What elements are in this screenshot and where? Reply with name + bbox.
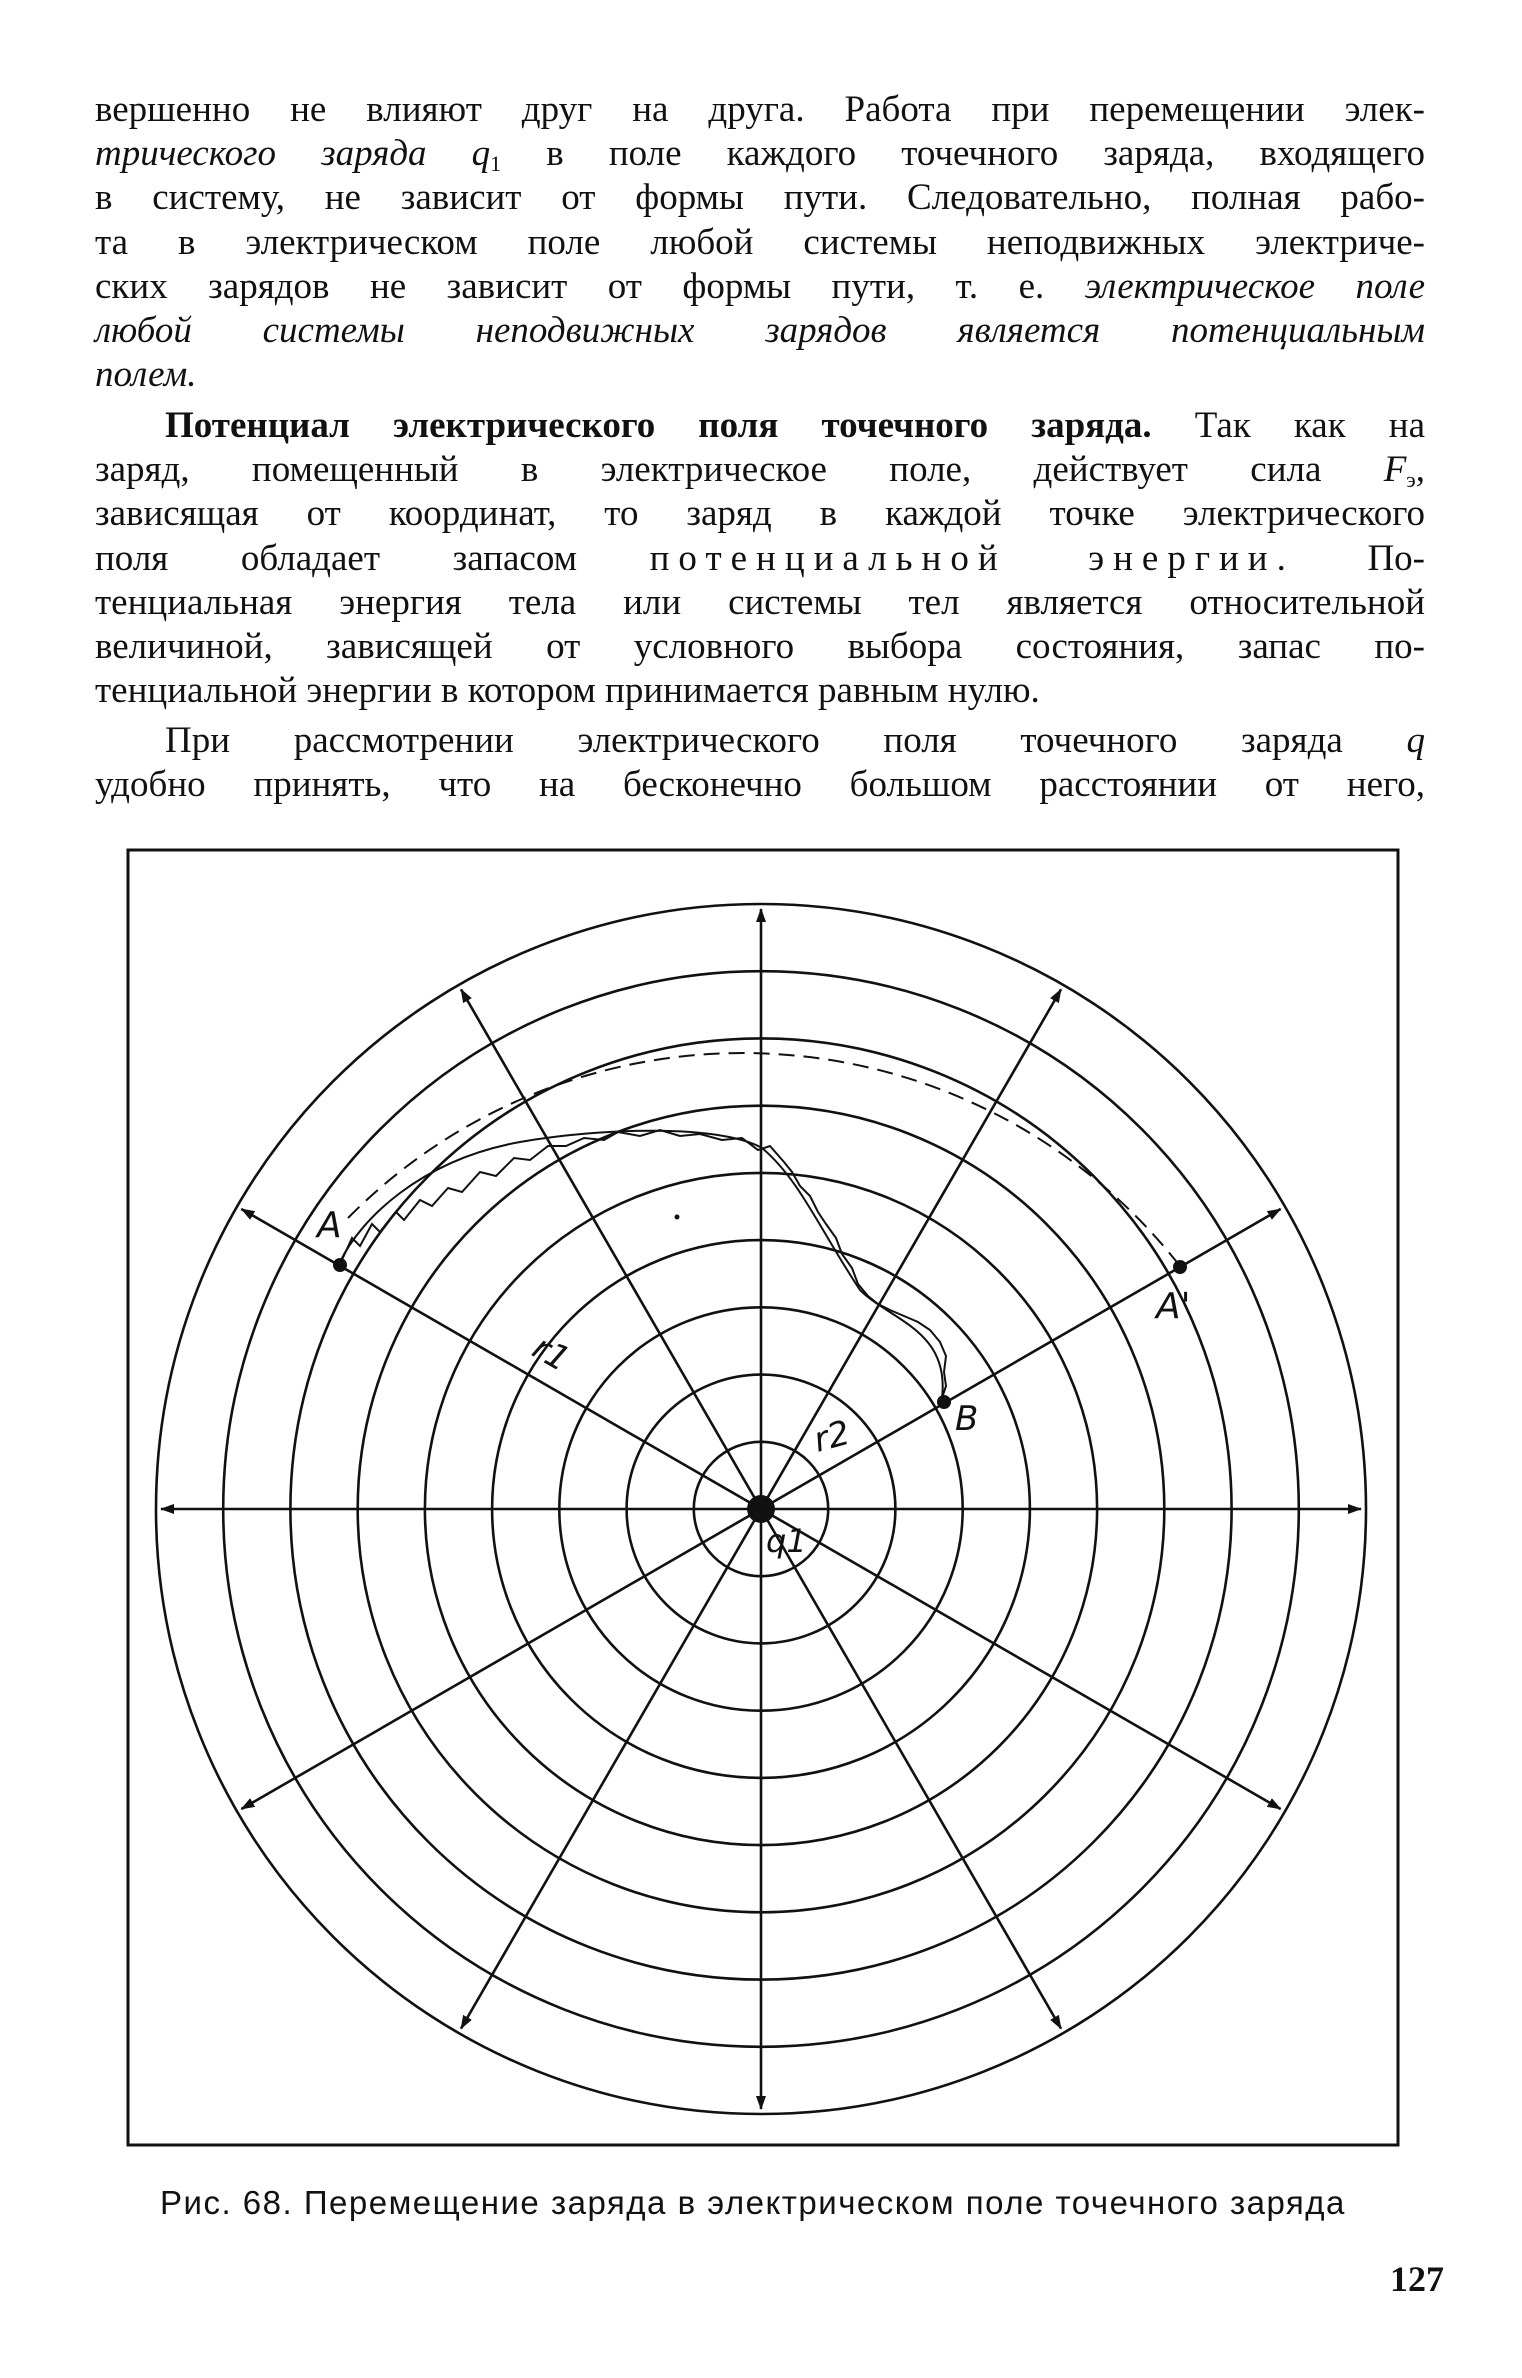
subscript: э (1406, 467, 1416, 493)
section-heading: Потенциал электрического поля точечного заряда. (165, 405, 1152, 446)
italic-text-line: полем. (95, 354, 197, 396)
text-line: вершенно не влияют друг на друга. Работа при перемещении элек- (95, 89, 1425, 130)
force-symbol: F (1383, 449, 1407, 491)
point-A (333, 1258, 347, 1272)
spaced-emphasis: потенциальной энергии. (649, 537, 1295, 579)
label-A: A (317, 1205, 342, 1246)
text-line: зависящая от координат, то заряд в каждой точке электрического (95, 493, 1425, 535)
label-r1: r1 (525, 1327, 577, 1380)
field-line-arrow (761, 989, 1061, 1509)
text-line: в систему, не зависит от формы пути. Следовательно, полная рабо- (95, 177, 1425, 219)
label-A-prime: A' (1156, 1286, 1191, 1327)
text-line: тенциальная энергия тела или системы тел является относительной (95, 581, 1425, 623)
field-line-arrow (761, 1509, 1281, 1809)
center-charge (747, 1495, 775, 1523)
field-line-arrow (461, 1509, 761, 2029)
field-line-arrow (761, 1509, 1061, 2029)
text-line: величиной, зависящей от условного выбора состояния, запас по- (95, 626, 1425, 668)
charge-symbol: трического заряда q (95, 133, 491, 175)
field-line-arrow (241, 1509, 761, 1809)
text-fragment: , (1415, 449, 1425, 491)
italic-text-line: любой системы неподвижных зарядов является потенциальным (95, 310, 1425, 352)
text-fragment: Так как на (1151, 405, 1425, 446)
text-fragment: По- (1294, 537, 1425, 579)
text-line: удобно принять, что на бесконечно большом расстоянии от него, (95, 764, 1425, 806)
field-line-arrow (241, 1209, 761, 1509)
italic-text: электрическое поле (1084, 265, 1425, 307)
text-fragment: в поле каждого точечного заряда, входящего (501, 133, 1425, 175)
text-line: та в электрическом поле любой системы неподвижных электриче- (95, 221, 1425, 263)
label-r2: r2 (809, 1412, 855, 1461)
field-line-arrow (761, 1209, 1281, 1509)
point-A-prime (1173, 1260, 1187, 1274)
page-number: 127 (1390, 2259, 1444, 2299)
subscript: 1 (490, 151, 502, 177)
point-B (937, 1395, 951, 1409)
charge-symbol: q (1406, 720, 1425, 761)
text-line: тенциальной энергии в котором принимается равным нулю. (95, 670, 1040, 712)
label-q1: q1 (766, 1522, 807, 1560)
text-fragment: заряд, помещенный в электрическое поле, действует сила (95, 449, 1384, 491)
stray-dot (675, 1215, 680, 1220)
figure-caption: Рис. 68. Перемещение заряда в электрическом поле точечного заряда (160, 2184, 1346, 2221)
text-fragment: При рассмотрении электрического поля точечного заряда (165, 720, 1407, 761)
field-line-arrow (461, 989, 761, 1509)
smooth-path (340, 1131, 943, 1398)
text-fragment: ских зарядов не зависит от формы пути, т. е. (95, 265, 1085, 307)
text-fragment: поля обладает запасом (95, 537, 650, 579)
zigzag-path (341, 1130, 946, 1398)
label-B: B (955, 1399, 979, 1439)
